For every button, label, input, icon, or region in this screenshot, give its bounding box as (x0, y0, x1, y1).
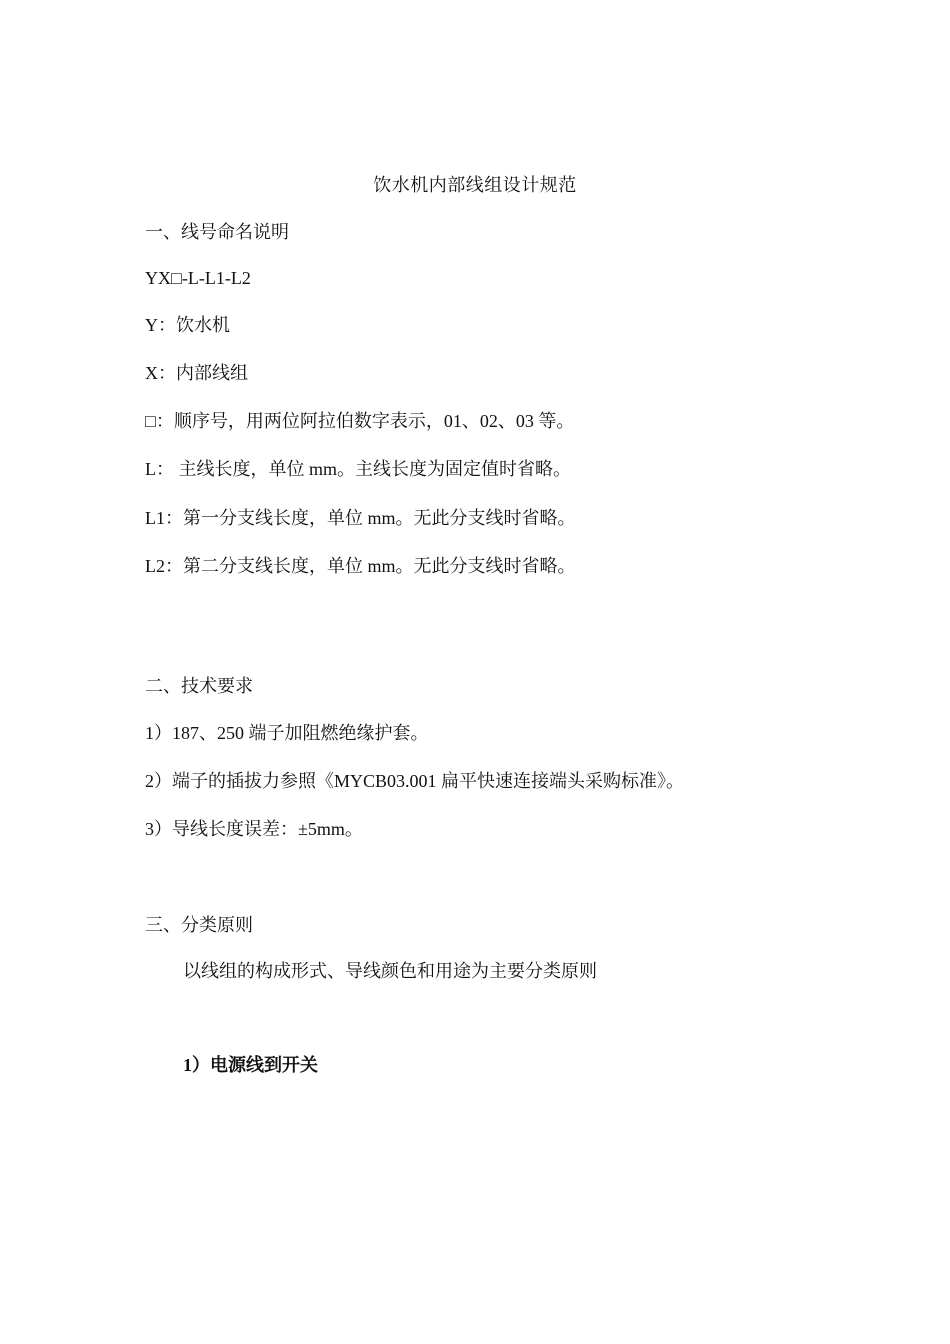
naming-l2: L2：第二分支线长度，单位 mm。无此分支线时省略。 (145, 556, 576, 576)
tech-req-3: 3）导线长度误差：±5mm。 (145, 819, 363, 839)
naming-l: L： 主线长度，单位 mm。主线长度为固定值时省略。 (145, 459, 571, 479)
naming-sequence: □：顺序号，用两位阿拉伯数字表示，01、02、03 等。 (145, 411, 575, 431)
naming-l1: L1：第一分支线长度，单位 mm。无此分支线时省略。 (145, 508, 576, 528)
tech-req-2: 2）端子的插拔力参照《MYCB03.001 扁平快速连接端头采购标准》。 (145, 771, 685, 791)
subheading-text: 电源线到开关 (210, 1055, 318, 1076)
document-title: 饮水机内部线组设计规范 (373, 175, 577, 196)
naming-y: Y：饮水机 (145, 315, 230, 335)
naming-x: X：内部线组 (145, 363, 248, 383)
tech-req-1: 1）187、250 端子加阻燃绝缘护套。 (145, 723, 429, 743)
subheading-number: 1） (183, 1055, 210, 1075)
subheading-power-to-switch (183, 1053, 318, 1078)
section1-heading: 一、线号命名说明 (145, 222, 289, 242)
naming-format: YX□-L-L1-L2 (145, 268, 251, 288)
section3-heading: 三、分类原则 (145, 915, 253, 935)
classification-paragraph: 以线组的构成形式、导线颜色和用途为主要分类原则 (183, 961, 597, 981)
section2-heading: 二、技术要求 (145, 676, 253, 696)
